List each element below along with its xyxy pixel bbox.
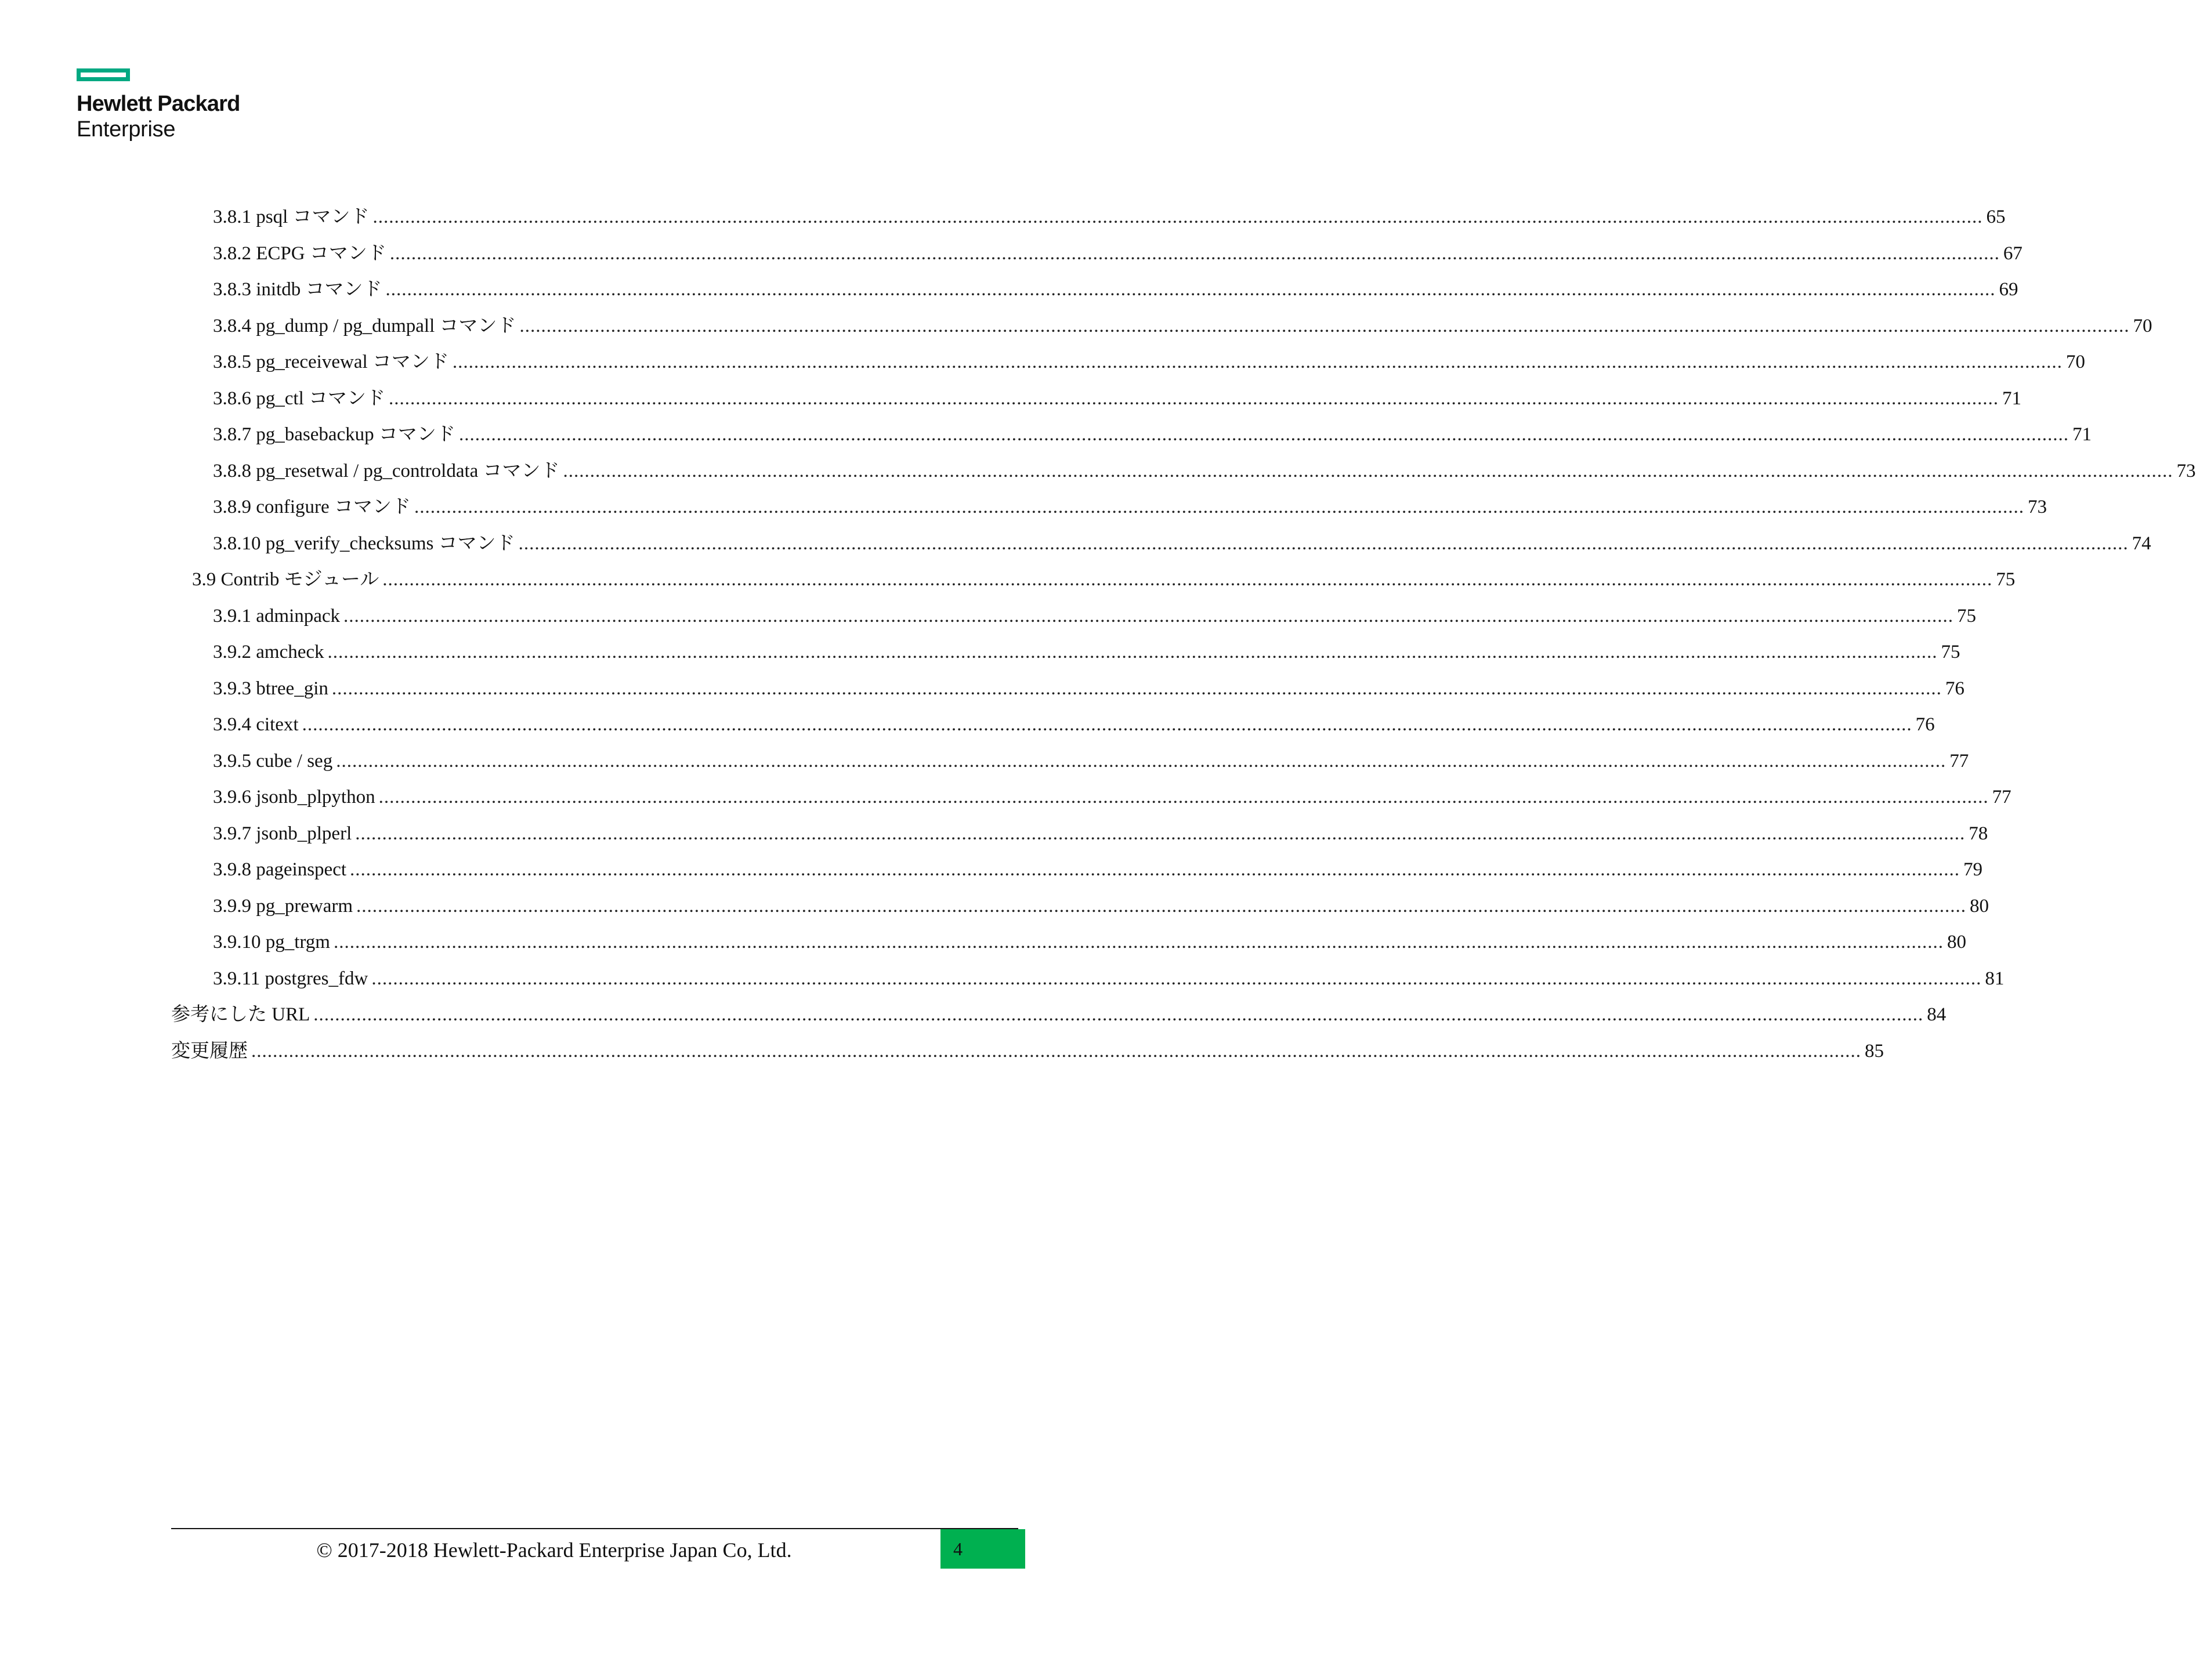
toc-entry[interactable] [213, 386, 2021, 411]
toc-dot-leader: ............................................................................................................................................................................................................................................................................................................ [350, 859, 1960, 880]
toc-entry-title: 3.9.9 pg_prewarm [213, 895, 353, 917]
toc-dot-leader: ............................................................................................................................................................................................................................................................................................................ [414, 497, 2024, 517]
toc-entry-title: 3.9 Contrib モジュール [192, 569, 379, 590]
toc-entry[interactable] [171, 1038, 1884, 1064]
toc-entry-page: 71 [2072, 424, 2092, 445]
toc-entry-page: 67 [2003, 242, 2023, 264]
toc-entry-page: 70 [2065, 352, 2085, 372]
toc-entry-title: 3.8.9 configure コマンド [213, 497, 411, 517]
toc-entry-page: 84 [1927, 1004, 1947, 1025]
toc-entry-page: 76 [1945, 678, 1965, 699]
toc-entry-title: 3.8.6 pg_ctl コマンド [213, 388, 385, 409]
toc-entry-title: 3.8.2 ECPG コマンド [213, 242, 386, 264]
toc-entry-page: 69 [1999, 279, 2018, 300]
toc-dot-leader: ............................................................................................................................................................................................................................................................................................................ [385, 279, 1996, 300]
toc-entry-title: 3.9.10 pg_trgm [213, 932, 330, 953]
toc-entry[interactable] [213, 857, 1983, 882]
toc-entry[interactable] [171, 1002, 1947, 1027]
toc-entry-title: 変更履歴 [171, 1040, 248, 1062]
toc-entry-title: 3.8.4 pg_dump / pg_dumpall コマンド [213, 315, 516, 336]
toc-entry-page: 75 [1957, 605, 1977, 627]
toc-entry-title: 3.9.8 pageinspect [213, 859, 347, 880]
toc-entry[interactable] [213, 531, 2151, 556]
toc-entry[interactable] [213, 712, 1935, 737]
footer-copyright: © 2017-2018 Hewlett-Packard Enterprise Japan Co, Ltd. [316, 1538, 792, 1562]
toc-entry[interactable] [213, 821, 1988, 846]
toc-entry-title: 3.9.2 amcheck [213, 642, 324, 662]
toc-entry-page: 75 [1941, 642, 1960, 662]
toc-dot-leader: ............................................................................................................................................................................................................................................................................................................ [563, 460, 2173, 481]
toc-entry[interactable] [213, 458, 2196, 484]
toc-entry-title: 3.8.8 pg_resetwal / pg_controldata コマンド [213, 460, 560, 481]
toc-dot-leader: ............................................................................................................................................................................................................................................................................................................ [343, 605, 1954, 627]
toc-entry[interactable] [192, 567, 2016, 592]
toc-entry-page: 70 [2133, 315, 2152, 336]
toc-entry-title: 3.8.3 initdb コマンド [213, 279, 382, 300]
toc-entry[interactable] [213, 748, 1969, 774]
toc-entry-title: 3.9.11 postgres_fdw [213, 968, 368, 989]
toc-entry-page: 77 [1992, 787, 2012, 808]
toc-entry[interactable] [213, 349, 2085, 375]
toc-entry-page: 78 [1969, 823, 1988, 844]
toc-entry-title: 3.8.10 pg_verify_checksums コマンド [213, 533, 515, 554]
toc-dot-leader: ............................................................................................................................................................................................................................................................................................................ [331, 678, 1942, 699]
toc-entry-page: 73 [2176, 460, 2196, 481]
toc-dot-leader: ............................................................................................................................................................................................................................................................................................................ [518, 533, 2129, 554]
toc-entry-page: 71 [2002, 388, 2021, 409]
toc-dot-leader: ............................................................................................................................................................................................................................................................................................................ [371, 968, 1982, 989]
toc-entry-title: 3.9.4 citext [213, 714, 299, 735]
toc-entry-title: 3.8.7 pg_basebackup コマンド [213, 424, 455, 445]
toc-entry-page: 77 [1949, 750, 1969, 772]
toc-entry-title: 3.9.5 cube / seg [213, 750, 333, 772]
toc-dot-leader: ............................................................................................................................................................................................................................................................................................................ [458, 424, 2069, 445]
toc-dot-leader: ............................................................................................................................................................................................................................................................................................................ [378, 787, 1989, 808]
toc-entry-page: 75 [1996, 569, 2016, 590]
toc-entry[interactable] [213, 639, 1960, 665]
toc-entry[interactable] [213, 784, 2012, 810]
toc-dot-leader: ............................................................................................................................................................................................................................................................................................................ [302, 714, 1912, 735]
logo-text-line2: Enterprise [77, 117, 176, 142]
toc-entry-title: 3.8.5 pg_receivewal コマンド [213, 352, 449, 372]
toc-dot-leader: ............................................................................................................................................................................................................................................................................................................ [336, 750, 1947, 772]
footer-page-number: 4 [940, 1529, 1025, 1569]
toc-entry[interactable] [213, 929, 1966, 955]
toc-entry-title: 3.8.1 psql コマンド [213, 207, 370, 227]
toc-entry[interactable] [213, 277, 2018, 302]
toc-entry-page: 81 [1985, 968, 2005, 989]
toc-dot-leader: ............................................................................................................................................................................................................................................................................................................ [388, 388, 1999, 409]
logo-text-line1: Hewlett Packard [77, 92, 240, 116]
toc-entry[interactable] [213, 422, 2092, 447]
toc-entry-title: 3.9.6 jsonb_plpython [213, 787, 375, 808]
toc-dot-leader: ............................................................................................................................................................................................................................................................................................................ [313, 1004, 1924, 1025]
toc-entry-page: 73 [2027, 497, 2047, 517]
toc-entry[interactable] [213, 241, 2023, 266]
toc-dot-leader: ............................................................................................................................................................................................................................................................................................................ [356, 895, 1967, 917]
toc-entry-page: 80 [1970, 895, 1989, 917]
toc-entry[interactable] [213, 313, 2152, 339]
toc-entry[interactable] [213, 676, 1965, 701]
toc-entry-title: 3.9.1 adminpack [213, 605, 341, 627]
toc-entry[interactable] [213, 494, 2047, 520]
toc-dot-leader: ............................................................................................................................................................................................................................................................................................................ [327, 642, 1938, 662]
toc-entry-page: 80 [1947, 932, 1966, 953]
toc-entry-title: 3.9.7 jsonb_plperl [213, 823, 352, 844]
toc-dot-leader: ............................................................................................................................................................................................................................................................................................................ [372, 207, 1983, 227]
toc-entry-title: 参考にした URL [171, 1004, 310, 1025]
toc-entry[interactable] [213, 204, 2006, 230]
footer-divider [171, 1528, 1018, 1529]
toc-entry[interactable] [213, 603, 1977, 629]
toc-entry-page: 65 [1986, 207, 2006, 227]
toc-dot-leader: ............................................................................................................................................................................................................................................................................................................ [333, 932, 1944, 953]
toc-entry-page: 74 [2132, 533, 2151, 554]
toc-dot-leader: ............................................................................................................................................................................................................................................................................................................ [355, 823, 1966, 844]
toc-entry-title: 3.9.3 btree_gin [213, 678, 328, 699]
toc-entry-page: 79 [1963, 859, 1983, 880]
toc-entry-page: 85 [1865, 1040, 1884, 1062]
toc-dot-leader: ............................................................................................................................................................................................................................................................................................................ [382, 569, 1993, 590]
toc-entry-page: 76 [1915, 714, 1935, 735]
toc-dot-leader: ............................................................................................................................................................................................................................................................................................................ [389, 242, 2000, 264]
toc-dot-leader: ............................................................................................................................................................................................................................................................................................................ [452, 352, 2063, 372]
toc-dot-leader: ............................................................................................................................................................................................................................................................................................................ [251, 1040, 1861, 1062]
toc-dot-leader: ............................................................................................................................................................................................................................................................................................................ [519, 315, 2130, 336]
hpe-logo-bar-icon [77, 68, 130, 81]
toc-entry[interactable] [213, 893, 1989, 919]
toc-entry[interactable] [213, 966, 2005, 991]
